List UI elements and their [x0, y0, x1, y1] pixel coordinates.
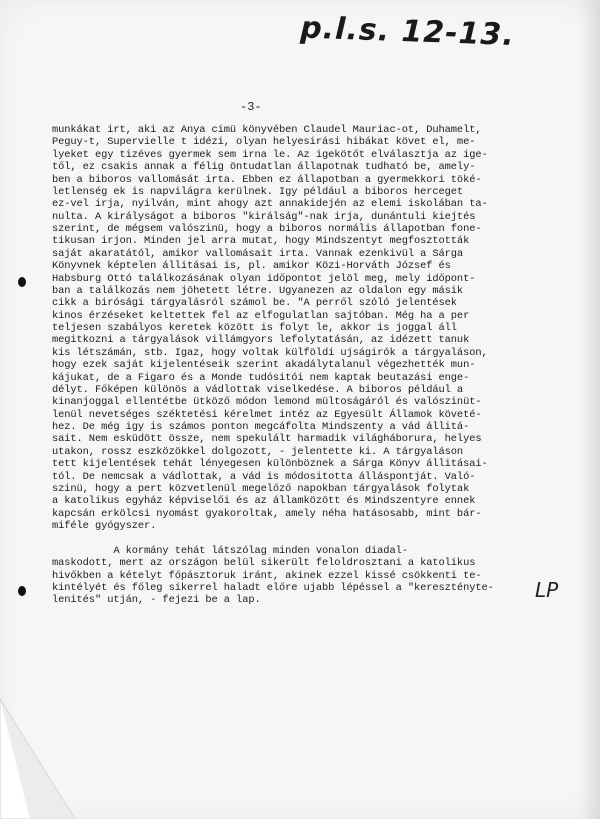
text-line: délyt. Főképen különös a vádlottak viselkedése. A biboros például a — [52, 383, 464, 396]
text-line: kinos érzéseket keltettek fel az elfogulatlan sajtóban. Még ha a per — [52, 309, 470, 322]
text-line: sait. Nem esküdött össze, nem spekulált harmadik világháborura, helyes — [52, 433, 482, 446]
text-line: ez-vel irja, nyilván, mint ahogy azt annakidején az elemi iskolában ta- — [52, 198, 488, 211]
text-line: ban a találkozás nem jöhetett létre. Ugyanezen az oldalon egy másik — [52, 284, 464, 297]
text-line: nulta. A királyságot a biboros "királság"-nak irja, dunántuli kiejtés — [52, 210, 476, 223]
text-line: tikusan irjon. Minden jel arra mutat, hogy Mindszentyt megfosztották — [52, 235, 470, 248]
handwritten-reference: p.l.s. 12-13. — [299, 10, 516, 53]
text-line: lenül nevetséges széktetési kérelmet intéz az Egyesült Államok követé- — [52, 408, 482, 421]
text-line: lyeket egy tizéves gyermek sem irna le. Az igekötőt elválasztja az ige- — [52, 148, 488, 161]
folded-corner-icon — [0, 639, 120, 819]
text-line: szinü, hogy a pert közvetlenül megelőző napokban tárgyalások folytak — [52, 482, 470, 495]
text-line: Habsburg Ottó találkozásának olyan időpontot jelöl meg, mely időpont- — [52, 272, 476, 285]
text-line: kinanjoggal ellentétbe ütköző módon lemond mültoságáról és valószinüt- — [52, 396, 482, 409]
text-line — [52, 532, 572, 544]
page-number: -3- — [240, 100, 262, 114]
text-line: cikk a birósági tárgyalásról számol be. "A perről szóló jelentések — [52, 297, 457, 310]
text-line: szerint, de mégsem valószinü, hogy a biboros normális állapotban fone- — [52, 223, 482, 235]
text-line: teljesen szabályos keretek között is folyt le, akkor is joggal áll — [52, 322, 457, 334]
text-line: a katolikus egyház képviselői és az államközött és Mindszentyre ennek — [52, 495, 476, 508]
text-line: letlenség ek is napvilágra kerülnek. Igy például a biboros herceget — [52, 185, 464, 198]
text-line: hogy ezek saját kijelentéseik szerint akadálytalanul végezhették mun- — [52, 359, 476, 372]
text-line: lenités" utján, - fejezi be a lap. — [52, 594, 261, 607]
punch-hole-icon — [18, 277, 26, 287]
punch-hole-icon — [18, 586, 26, 596]
text-line: maskodott, mert az országon belül sikerült feloldrosztani a katolikus — [52, 557, 476, 570]
text-line: hez. De még igy is számos ponton megcáfolta Mindszenty a vád állitá- — [52, 421, 470, 433]
text-line: A kormány tehát látszólag minden vonalon diadal- — [52, 544, 408, 557]
text-line: hivőkben a kételyt főpásztoruk iránt, akinek ezzel kissé csökkenti te- — [52, 569, 482, 582]
text-line: től, ez csakis annak a félig öntudatlan állapotnak tudható be, amely- — [52, 161, 476, 174]
text-line: kis létszámán, stb. Igaz, hogy voltak külföldi ujságirók a tárgyaláson, — [52, 346, 488, 359]
text-line: kintélyét és főleg sikerrel haladt előre ujabb lépéssel a "keresztényte- — [52, 581, 494, 594]
text-line: tól. De nemcsak a vádlottak, a vád is módositotta álláspontját. Való- — [52, 470, 476, 483]
text-line: saját akaratától, amikor vallomásait irta. Vannak ezenkivül a Sárga — [52, 247, 464, 260]
text-line: kapcsán erkölcsi nyomást gyakoroltak, amely néha hatásosabb, mint bár- — [52, 507, 482, 520]
text-line: tett kijelentések tehát lényegesen különböznek a Sárga Könyv állitásai- — [52, 458, 488, 471]
text-line: utakon, rossz eszközökkel dolgozott, - jelentette ki. A tárgyaláson — [52, 445, 464, 458]
handwritten-initials: LP — [535, 578, 559, 602]
text-line: megitkozni a tárgyalások villámgyors lefolytatásán, az idézett tanuk — [52, 334, 470, 347]
text-line: ben a biboros vallomását irta. Ebben ez állapotban a gyermekkori töké- — [52, 173, 482, 186]
text-line: munkákat irt, aki az Anya cimü könyvében Claudel Mauriac-ot, Duhamelt, — [52, 124, 482, 136]
text-line: Peguy-t, Supervielle t idézi, olyan helyesirási hibákat követ el, me- — [52, 136, 476, 149]
text-line: kájukat, de a Figaro és a Monde tudósitói nem kaptak beutazási enge- — [52, 371, 470, 384]
body-text — [52, 124, 572, 607]
page-edge-shadow — [578, 0, 600, 819]
text-line: Könyvnek képtelen állitásai is, pl. amikor Közi-Horváth József és — [52, 260, 451, 273]
text-line: miféle gyógyszer. — [52, 520, 157, 532]
